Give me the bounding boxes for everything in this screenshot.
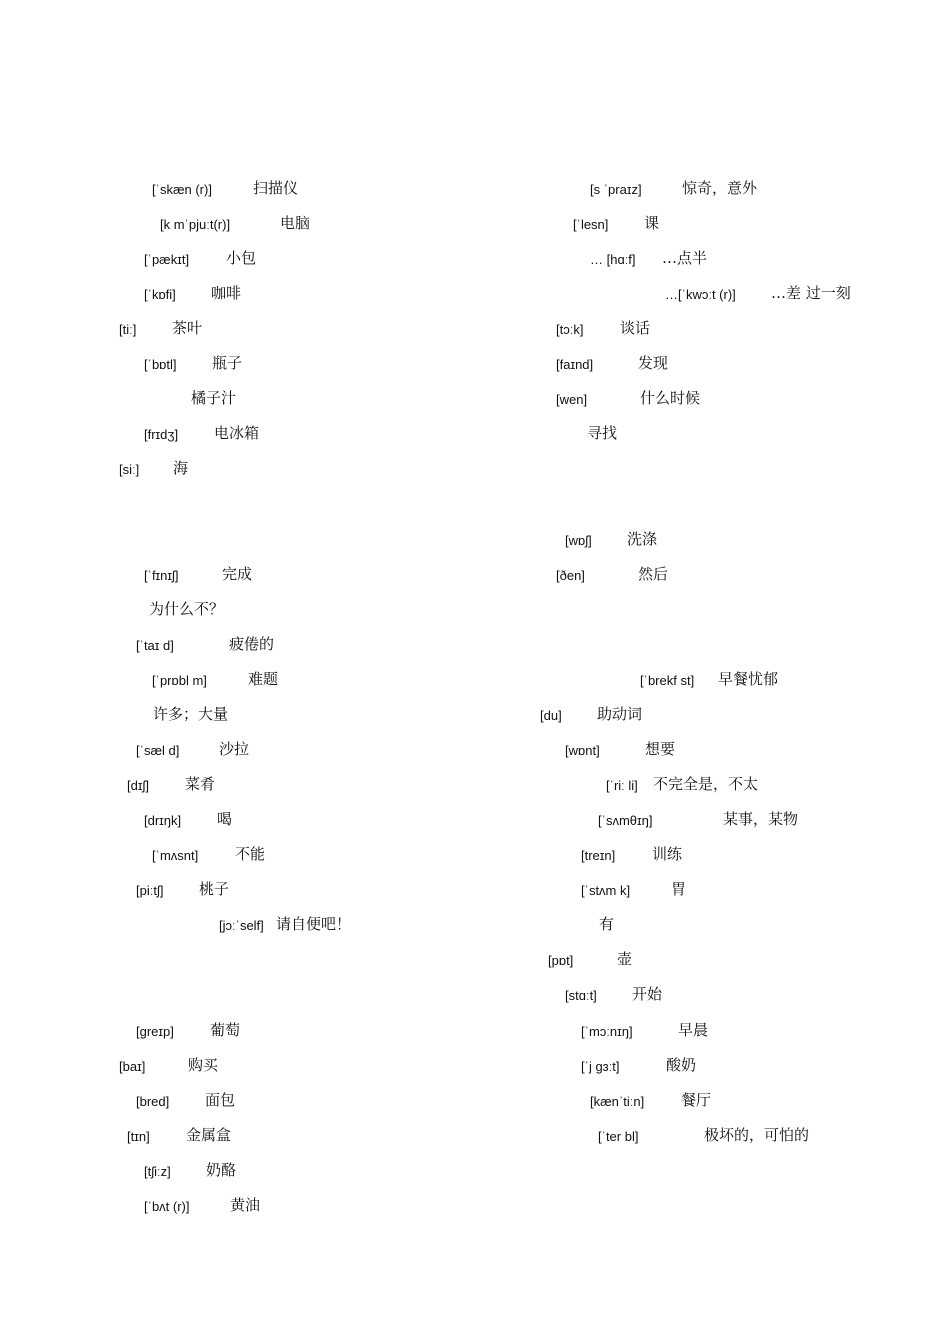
meaning: 小包 (226, 249, 257, 267)
phonetic: [ˈtaɪ d] (136, 638, 174, 653)
phonetic: [ˈprɒbl m] (152, 673, 207, 688)
meaning: 助动词 (597, 705, 643, 723)
phonetic: [ˈbrekf st] (640, 673, 695, 688)
meaning: 桃子 (199, 880, 230, 898)
phonetic: [ˈfɪnɪʃ] (144, 568, 179, 583)
meaning: 某事，某物 (723, 810, 799, 828)
phonetic: [ˈj gɜːt] (581, 1059, 620, 1074)
phonetic: [greɪp] (136, 1024, 174, 1039)
phonetic: [du] (540, 708, 562, 723)
meaning: 早晨 (678, 1021, 709, 1039)
meaning: 疲倦的 (229, 635, 275, 653)
phonetic: [drɪŋk] (144, 813, 182, 828)
meaning: 为什么不？ (149, 600, 225, 618)
phonetic: [jɔːˈself] (219, 918, 264, 933)
phonetic: [ˈmɔːnɪŋ] (581, 1024, 633, 1039)
phonetic: [ˈsʌmθɪŋ] (598, 813, 653, 828)
meaning: 壶 (617, 950, 633, 968)
meaning: 胃 (671, 880, 687, 898)
meaning: 面包 (205, 1091, 236, 1109)
meaning: 菜肴 (185, 775, 216, 793)
phonetic: [stɑːt] (565, 988, 597, 1003)
meaning: 完成 (222, 565, 253, 583)
meaning: 黄油 (230, 1196, 261, 1214)
phonetic: [ðen] (556, 568, 585, 583)
phonetic: [ˈbɒtl] (144, 357, 177, 372)
meaning: 橘子汁 (191, 389, 237, 407)
meaning: 电脑 (280, 214, 311, 232)
meaning: 课 (644, 214, 660, 232)
meaning: 酸奶 (666, 1056, 697, 1074)
phonetic: [tiː] (119, 322, 137, 337)
phonetic: [wɒnt] (565, 743, 600, 758)
meaning: 电冰箱 (214, 424, 260, 442)
meaning: 扫描仪 (253, 179, 299, 197)
phonetic: [ˈter bl] (598, 1129, 639, 1144)
meaning: 请自便吧！ (276, 915, 352, 933)
phonetic: [ˈskæn (r)] (152, 182, 212, 197)
phonetic: [tɔːk] (556, 322, 584, 337)
meaning: …点半 (662, 249, 708, 267)
phonetic: [tʃiːz] (144, 1164, 171, 1179)
meaning: 茶叶 (172, 319, 203, 337)
meaning: 惊奇，意外 (682, 179, 758, 197)
phonetic: [frɪdʒ] (144, 427, 179, 442)
meaning: 难题 (248, 670, 279, 688)
meaning: 谈话 (620, 319, 651, 337)
meaning: 洗涤 (627, 530, 658, 548)
meaning: 不完全是，不太 (653, 775, 759, 793)
phonetic: [bred] (136, 1094, 170, 1109)
meaning: 奶酪 (206, 1161, 237, 1179)
meaning: 有 (599, 915, 615, 933)
phonetic: …[ˈkwɔːt (r)] (665, 287, 736, 302)
meaning: 发现 (638, 354, 669, 372)
meaning: 金属盒 (186, 1126, 232, 1144)
phonetic: [ˈsæl d] (136, 743, 180, 758)
phonetic: [faɪnd] (556, 357, 594, 372)
meaning: 瓶子 (212, 354, 243, 372)
phonetic: [s ˈpraɪz] (590, 182, 642, 197)
phonetic: [dɪʃ] (127, 778, 149, 793)
phonetic: [ˈmʌsnt] (152, 848, 199, 863)
phonetic: [ˈriː li] (606, 778, 638, 793)
meaning: 咖啡 (211, 284, 242, 302)
meaning: 海 (173, 459, 189, 477)
meaning: 训练 (652, 845, 683, 863)
phonetic: [kænˈtiːn] (590, 1094, 645, 1109)
meaning: 极坏的，可怕的 (704, 1126, 810, 1144)
meaning: …差 过一刻 (771, 284, 851, 302)
phonetic: [baɪ] (119, 1059, 146, 1074)
meaning: 喝 (217, 810, 233, 828)
phonetic: [ˈkɒfi] (144, 287, 176, 302)
meaning: 寻找 (587, 424, 618, 442)
phonetic: [piːtʃ] (136, 883, 164, 898)
meaning: 许多；大量 (153, 705, 229, 723)
phonetic: [treɪn] (581, 848, 616, 863)
phonetic: [ˈbʌt (r)] (144, 1199, 190, 1214)
phonetic: [wɒʃ] (565, 533, 592, 548)
phonetic: [wen] (556, 392, 588, 407)
phonetic: [pɒt] (548, 953, 574, 968)
meaning: 购买 (188, 1056, 219, 1074)
meaning: 沙拉 (219, 740, 250, 758)
meaning: 餐厅 (681, 1091, 712, 1109)
phonetic: [ˈlesn] (573, 217, 609, 232)
phonetic: [ˈpækɪt] (144, 252, 190, 267)
meaning: 想要 (645, 740, 676, 758)
phonetic: [ˈstʌm k] (581, 883, 631, 898)
meaning: 葡萄 (210, 1021, 241, 1039)
meaning: 不能 (235, 845, 266, 863)
phonetic: [k mˈpjuːt(r)] (160, 217, 231, 232)
meaning: 开始 (632, 985, 663, 1003)
phonetic: [siː] (119, 462, 140, 477)
phonetic: … [hɑːf] (590, 252, 636, 267)
phonetic: [tɪn] (127, 1129, 150, 1144)
meaning: 然后 (638, 565, 669, 583)
meaning: 早餐忧郁 (718, 670, 779, 688)
meaning: 什么时候 (640, 389, 701, 407)
